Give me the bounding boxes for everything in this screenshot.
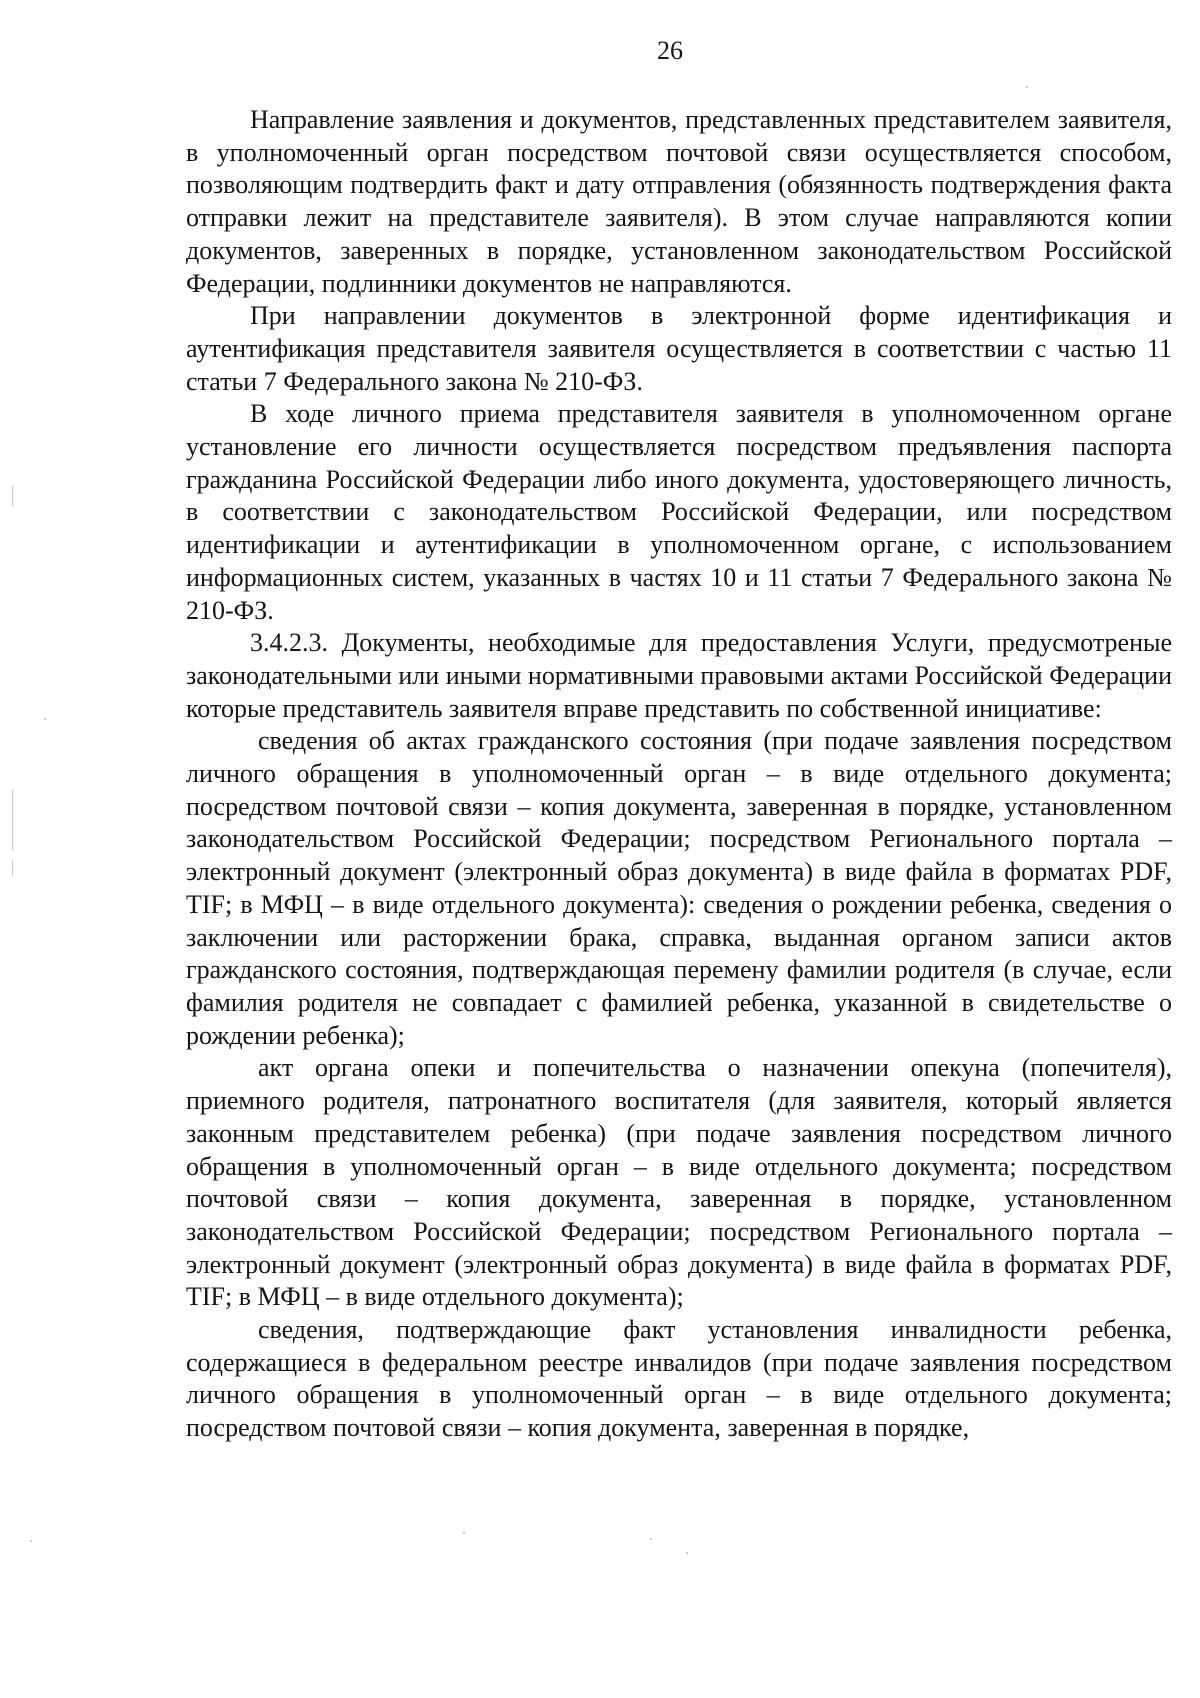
scan-artifact-speck bbox=[1026, 86, 1028, 88]
scan-artifact-mark bbox=[12, 486, 13, 506]
paragraph-section-3-4-2-3: 3.4.2.3. Документы, необходимые для предоставления Услуги, предусмотреные законодательными или иными нормативными правовыми актами Российской Федерации которые представитель заявителя вправе представить по собственной инициативе: bbox=[186, 628, 1172, 723]
paragraph-personal-reception: В ходе личного приема представителя заявителя в уполномоченном органе установление его личности осуществляется посредством предъявления паспорта гражданина Российской Федерации либо иного документа, удостоверяющего личность, в соответствии с законодательством Российской Федерации, или посредством идентификации и аутентификации в уполномоченном органе, с использованием информационных систем, указанных в частях 10 и 11 статьи 7 Федерального закона № 210-ФЗ. bbox=[186, 399, 1172, 625]
list-item-guardianship-act: акт органа опеки и попечительства о назначении опекуна (попечителя), приемного родителя, патронатного воспитателя (для заявителя, который является законным представителем ребенка) (при подаче заявления посредством личного обращения в уполномоченный орган – в виде отдельного документа; посредством почтовой связи – копия документа, заверенная в порядке, установленном законодательством Российской Федерации; посредством Регионального портала – электронный документ (электронный образ документа) в виде файла в форматах PDF, TIF; в МФЦ – в виде отдельного документа); bbox=[186, 1053, 1172, 1312]
scan-artifact-speck bbox=[686, 1552, 688, 1554]
scan-artifact-speck bbox=[44, 718, 46, 720]
scan-artifact-speck bbox=[463, 1532, 465, 1534]
paragraph-postal-submission: Направление заявления и документов, представленных представителем заявителя, в уполномоченный орган посредством почтовой связи осуществляется способом, позволяющим подтвердить факт и дату отправления (обязянность подтверждения факта отправки лежит на представителе заявителя). В этом случае направляются копии документов, заверенных в порядке, установленном законодательством Российской Федерации, подлинники документов не направляются. bbox=[186, 105, 1172, 298]
page-number: 26 bbox=[657, 36, 683, 65]
scan-artifact-speck bbox=[650, 1538, 652, 1540]
document-body bbox=[186, 104, 1172, 1445]
list-item-disability-info: сведения, подтверждающие факт установления инвалидности ребенка, содержащиеся в федеральном реестре инвалидов (при подаче заявления посредством личного обращения в уполномоченный орган – в виде отдельного документа; посредством почтовой связи – копия документа, заверенная в порядке, bbox=[186, 1315, 1172, 1443]
list-item-civil-status-records: сведения об актах гражданского состояния (при подаче заявления посредством личного обращения в уполномоченный орган – в виде отдельного документа; посредством почтовой связи – копия документа, заверенная в порядке, установленном законодательством Российской Федерации; посредством Регионального портала – электронный документ (электронный образ документа) в виде файла в форматах PDF, TIF; в МФЦ – в виде отдельного документа): сведения о рождении ребенка, сведения о заключении или расторжении брака, справка, выданная органом записи актов гражданского состояния, подтверждающая перемену фамилии родителя (в случае, если фамилия родителя не совпадает с фамилией ребенка, указанной в свидетельстве о рождении ребенка); bbox=[186, 726, 1172, 1050]
scan-artifact-mark bbox=[12, 860, 13, 876]
scan-artifact-speck bbox=[30, 1540, 32, 1542]
paragraph-electronic-identification: При направлении документов в электронной форме идентификация и аутентификация представителя заявителя осуществляется в соответствии с частью 11 статьи 7 Федерального закона № 210-ФЗ. bbox=[186, 301, 1172, 396]
scan-artifact-mark bbox=[12, 790, 13, 850]
